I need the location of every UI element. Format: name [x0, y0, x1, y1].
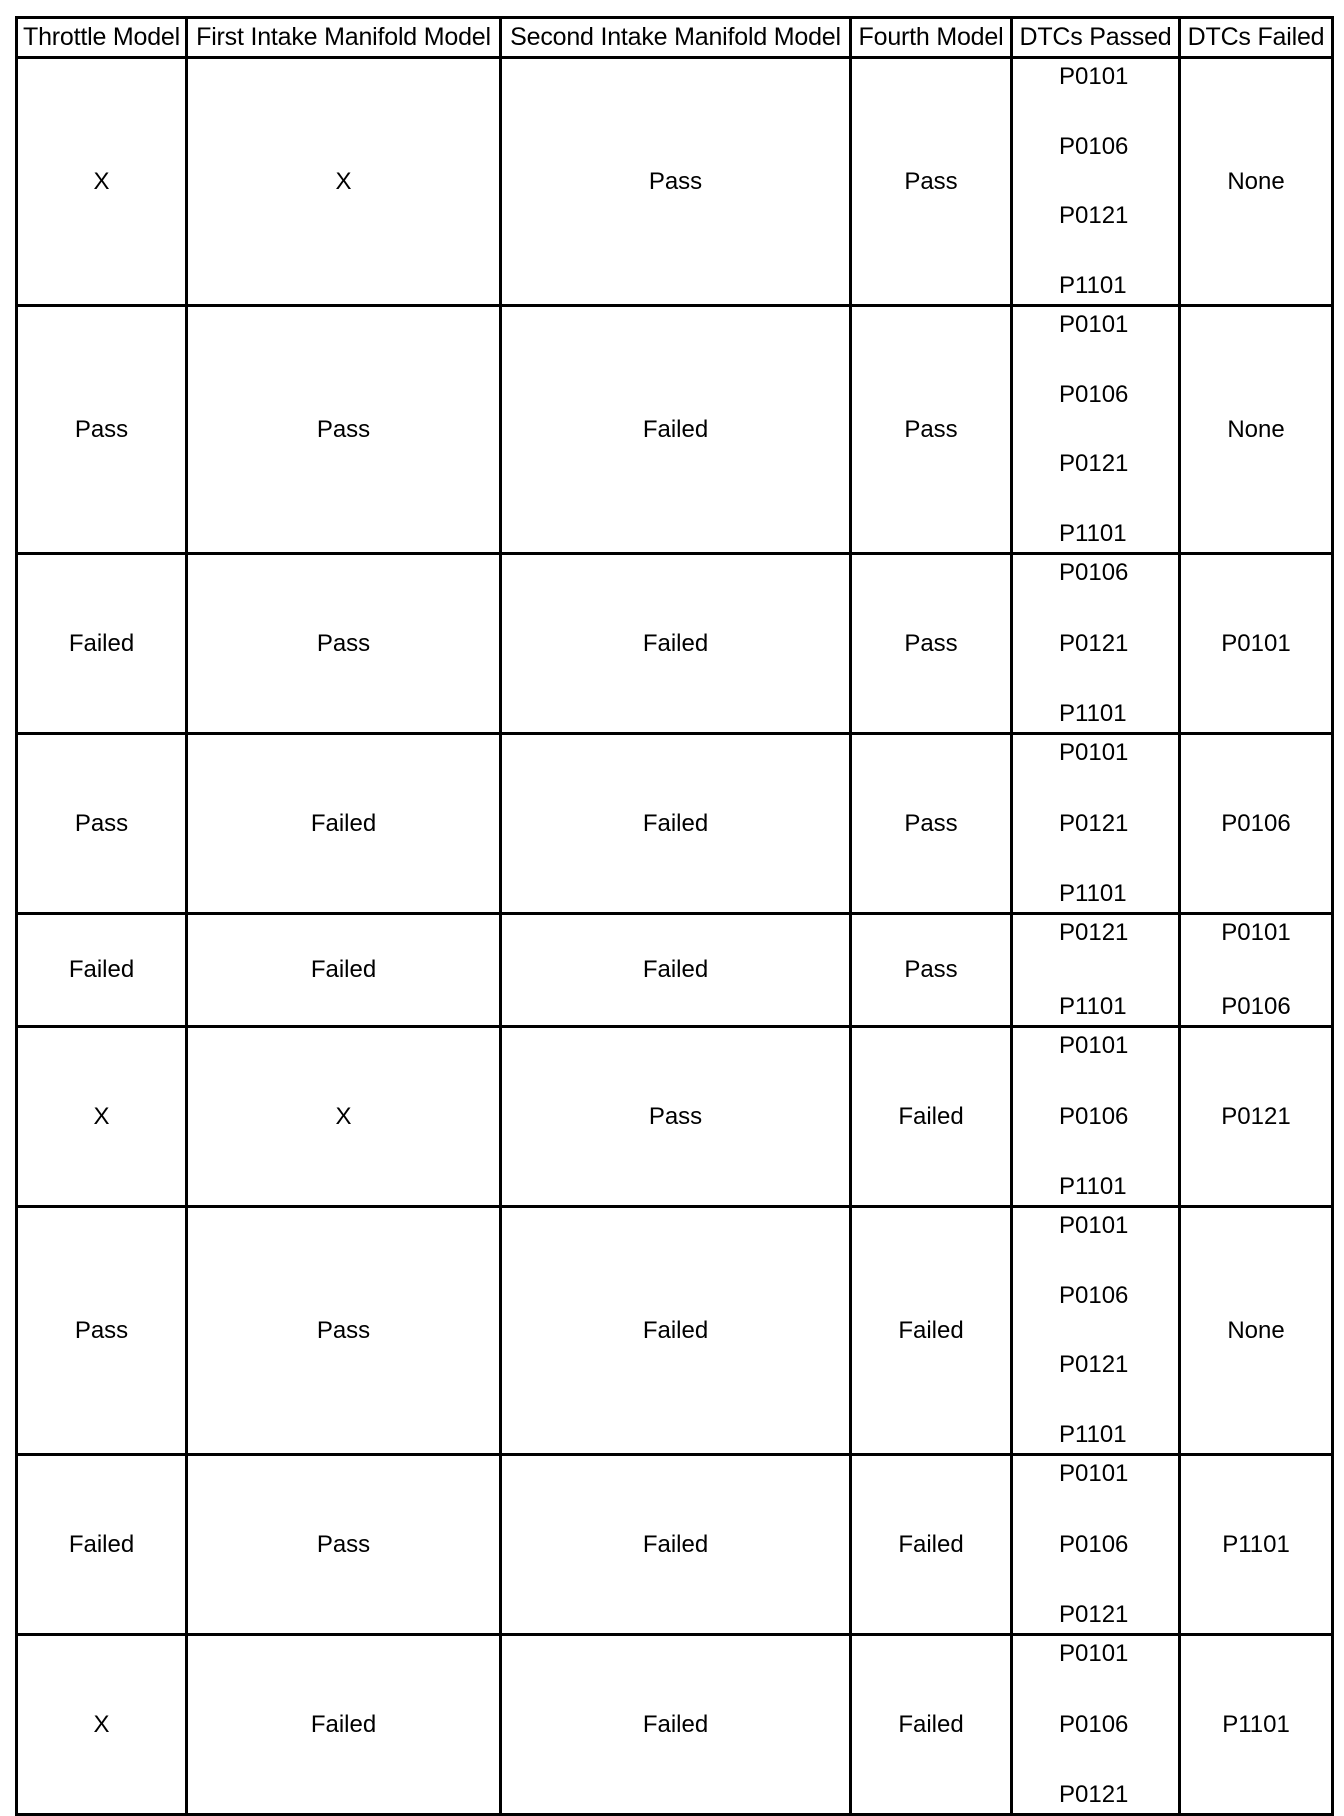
- table-row: [17, 306, 1333, 554]
- first-intake-manifold-cell: Failed: [187, 1635, 501, 1815]
- first-intake-manifold-cell: Failed: [187, 914, 501, 1027]
- dtc-code: P0121: [1059, 450, 1129, 478]
- dtc-code: P1101: [1059, 271, 1127, 299]
- dtc-code: P1101: [1059, 880, 1127, 907]
- first-intake-manifold-cell: Pass: [187, 1455, 501, 1635]
- dtc-code: P0106: [1059, 559, 1129, 586]
- failed-code-list: [1181, 307, 1331, 552]
- table-row: [17, 914, 1333, 1027]
- failed-code-list: [1181, 735, 1331, 912]
- header-second-intake-manifold-model: Second Intake Manifold Model: [501, 18, 851, 58]
- header-dtcs-passed: DTCs Passed: [1012, 18, 1180, 58]
- dtcs-failed-cell: [1180, 306, 1333, 554]
- dtcs-passed-cell: [1012, 1635, 1180, 1815]
- throttle-model-cell: Failed: [17, 554, 187, 734]
- dtc-code: P0101: [1059, 1460, 1129, 1487]
- dtcs-passed-cell: [1012, 734, 1180, 914]
- passed-code-list: [1013, 735, 1178, 912]
- fourth-model-cell: Failed: [851, 1455, 1012, 1635]
- dtc-code: P0101: [1221, 629, 1291, 657]
- passed-code-list: [1013, 307, 1178, 552]
- first-intake-manifold-cell: Failed: [187, 734, 501, 914]
- dtcs-passed-cell: [1012, 1207, 1180, 1455]
- dtc-code: P0121: [1221, 1102, 1291, 1130]
- dtc-results-table: [15, 16, 1334, 1816]
- dtcs-passed-cell: [1012, 1027, 1180, 1207]
- dtc-code: P1101: [1059, 993, 1127, 1020]
- header-row: [17, 18, 1333, 58]
- dtc-code: P1101: [1222, 1710, 1290, 1738]
- dtc-code: P0101: [1059, 739, 1129, 766]
- dtcs-failed-cell: [1180, 1027, 1333, 1207]
- dtc-code: None: [1227, 167, 1285, 195]
- second-intake-manifold-cell: Failed: [501, 554, 851, 734]
- dtc-code: P0121: [1059, 202, 1129, 230]
- dtc-code: P1101: [1059, 1173, 1127, 1200]
- dtcs-failed-cell: [1180, 914, 1333, 1027]
- dtcs-passed-cell: [1012, 554, 1180, 734]
- dtcs-failed-cell: [1180, 734, 1333, 914]
- dtcs-passed-cell: [1012, 1455, 1180, 1635]
- failed-code-list: [1181, 1636, 1331, 1813]
- dtc-code: P1101: [1222, 1530, 1290, 1558]
- table-header: [17, 18, 1333, 58]
- table-row: [17, 1207, 1333, 1455]
- throttle-model-cell: Pass: [17, 306, 187, 554]
- throttle-model-cell: Pass: [17, 1207, 187, 1455]
- throttle-model-cell: Pass: [17, 734, 187, 914]
- dtc-code: P0121: [1059, 1601, 1129, 1628]
- dtc-code: P0106: [1221, 809, 1291, 837]
- fourth-model-cell: Pass: [851, 734, 1012, 914]
- passed-code-list: [1013, 1208, 1178, 1453]
- passed-code-list: [1013, 1636, 1178, 1813]
- dtc-code: P0101: [1059, 1212, 1129, 1239]
- dtcs-passed-cell: [1012, 306, 1180, 554]
- dtc-code: P0106: [1221, 993, 1291, 1020]
- first-intake-manifold-cell: Pass: [187, 554, 501, 734]
- dtcs-failed-cell: [1180, 1635, 1333, 1815]
- dtc-code: P1101: [1059, 1420, 1127, 1448]
- passed-code-list: [1013, 1456, 1178, 1633]
- fourth-model-cell: Failed: [851, 1635, 1012, 1815]
- table-row: [17, 1455, 1333, 1635]
- dtc-code: P0106: [1059, 132, 1129, 160]
- dtc-code: P0101: [1221, 919, 1291, 946]
- throttle-model-cell: X: [17, 1635, 187, 1815]
- failed-code-list: [1181, 59, 1331, 304]
- dtcs-passed-cell: [1012, 58, 1180, 306]
- dtc-code: P0106: [1059, 1530, 1129, 1558]
- fourth-model-cell: Failed: [851, 1027, 1012, 1207]
- dtc-code: P0101: [1059, 311, 1129, 338]
- dtc-code: P0121: [1059, 1351, 1129, 1379]
- fourth-model-cell: Pass: [851, 58, 1012, 306]
- failed-code-list: [1181, 915, 1331, 1025]
- dtc-code: P0121: [1059, 919, 1129, 946]
- dtcs-failed-cell: [1180, 554, 1333, 734]
- first-intake-manifold-cell: Pass: [187, 1207, 501, 1455]
- failed-code-list: [1181, 1208, 1331, 1453]
- dtc-code: P0101: [1059, 63, 1129, 90]
- table-row: [17, 1027, 1333, 1207]
- first-intake-manifold-cell: X: [187, 58, 501, 306]
- dtc-code: P0121: [1059, 1781, 1129, 1808]
- dtc-code: P0106: [1059, 380, 1129, 408]
- throttle-model-cell: X: [17, 58, 187, 306]
- dtc-code: P0121: [1059, 809, 1129, 837]
- header-dtcs-failed: DTCs Failed: [1180, 18, 1333, 58]
- dtc-code: P0121: [1059, 629, 1129, 657]
- passed-code-list: [1013, 555, 1178, 732]
- second-intake-manifold-cell: Pass: [501, 1027, 851, 1207]
- dtc-code: P0106: [1059, 1710, 1129, 1738]
- header-throttle-model: Throttle Model: [17, 18, 187, 58]
- first-intake-manifold-cell: Pass: [187, 306, 501, 554]
- dtc-code: P0106: [1059, 1102, 1129, 1130]
- fourth-model-cell: Pass: [851, 914, 1012, 1027]
- table-row: [17, 554, 1333, 734]
- second-intake-manifold-cell: Pass: [501, 58, 851, 306]
- passed-code-list: [1013, 1028, 1178, 1205]
- failed-code-list: [1181, 555, 1331, 732]
- second-intake-manifold-cell: Failed: [501, 1207, 851, 1455]
- passed-code-list: [1013, 915, 1178, 1025]
- second-intake-manifold-cell: Failed: [501, 914, 851, 1027]
- second-intake-manifold-cell: Failed: [501, 1635, 851, 1815]
- table-body: [17, 58, 1333, 1815]
- failed-code-list: [1181, 1456, 1331, 1633]
- dtcs-failed-cell: [1180, 1207, 1333, 1455]
- fourth-model-cell: Pass: [851, 554, 1012, 734]
- dtcs-failed-cell: [1180, 1455, 1333, 1635]
- table-row: [17, 58, 1333, 306]
- header-first-intake-manifold-model: First Intake Manifold Model: [187, 18, 501, 58]
- dtc-code: None: [1227, 415, 1285, 443]
- fourth-model-cell: Pass: [851, 306, 1012, 554]
- passed-code-list: [1013, 59, 1178, 304]
- throttle-model-cell: Failed: [17, 914, 187, 1027]
- dtc-code: P0106: [1059, 1281, 1129, 1309]
- dtc-code: P1101: [1059, 519, 1127, 547]
- table-row: [17, 734, 1333, 914]
- header-fourth-model: Fourth Model: [851, 18, 1012, 58]
- throttle-model-cell: Failed: [17, 1455, 187, 1635]
- throttle-model-cell: X: [17, 1027, 187, 1207]
- dtc-code: P0101: [1059, 1640, 1129, 1667]
- fourth-model-cell: Failed: [851, 1207, 1012, 1455]
- failed-code-list: [1181, 1028, 1331, 1205]
- second-intake-manifold-cell: Failed: [501, 1455, 851, 1635]
- dtc-code: P1101: [1059, 700, 1127, 727]
- dtcs-passed-cell: [1012, 914, 1180, 1027]
- dtc-code: None: [1227, 1316, 1285, 1344]
- first-intake-manifold-cell: X: [187, 1027, 501, 1207]
- table-row: [17, 1635, 1333, 1815]
- second-intake-manifold-cell: Failed: [501, 306, 851, 554]
- dtcs-failed-cell: [1180, 58, 1333, 306]
- dtc-code: P0101: [1059, 1032, 1129, 1059]
- second-intake-manifold-cell: Failed: [501, 734, 851, 914]
